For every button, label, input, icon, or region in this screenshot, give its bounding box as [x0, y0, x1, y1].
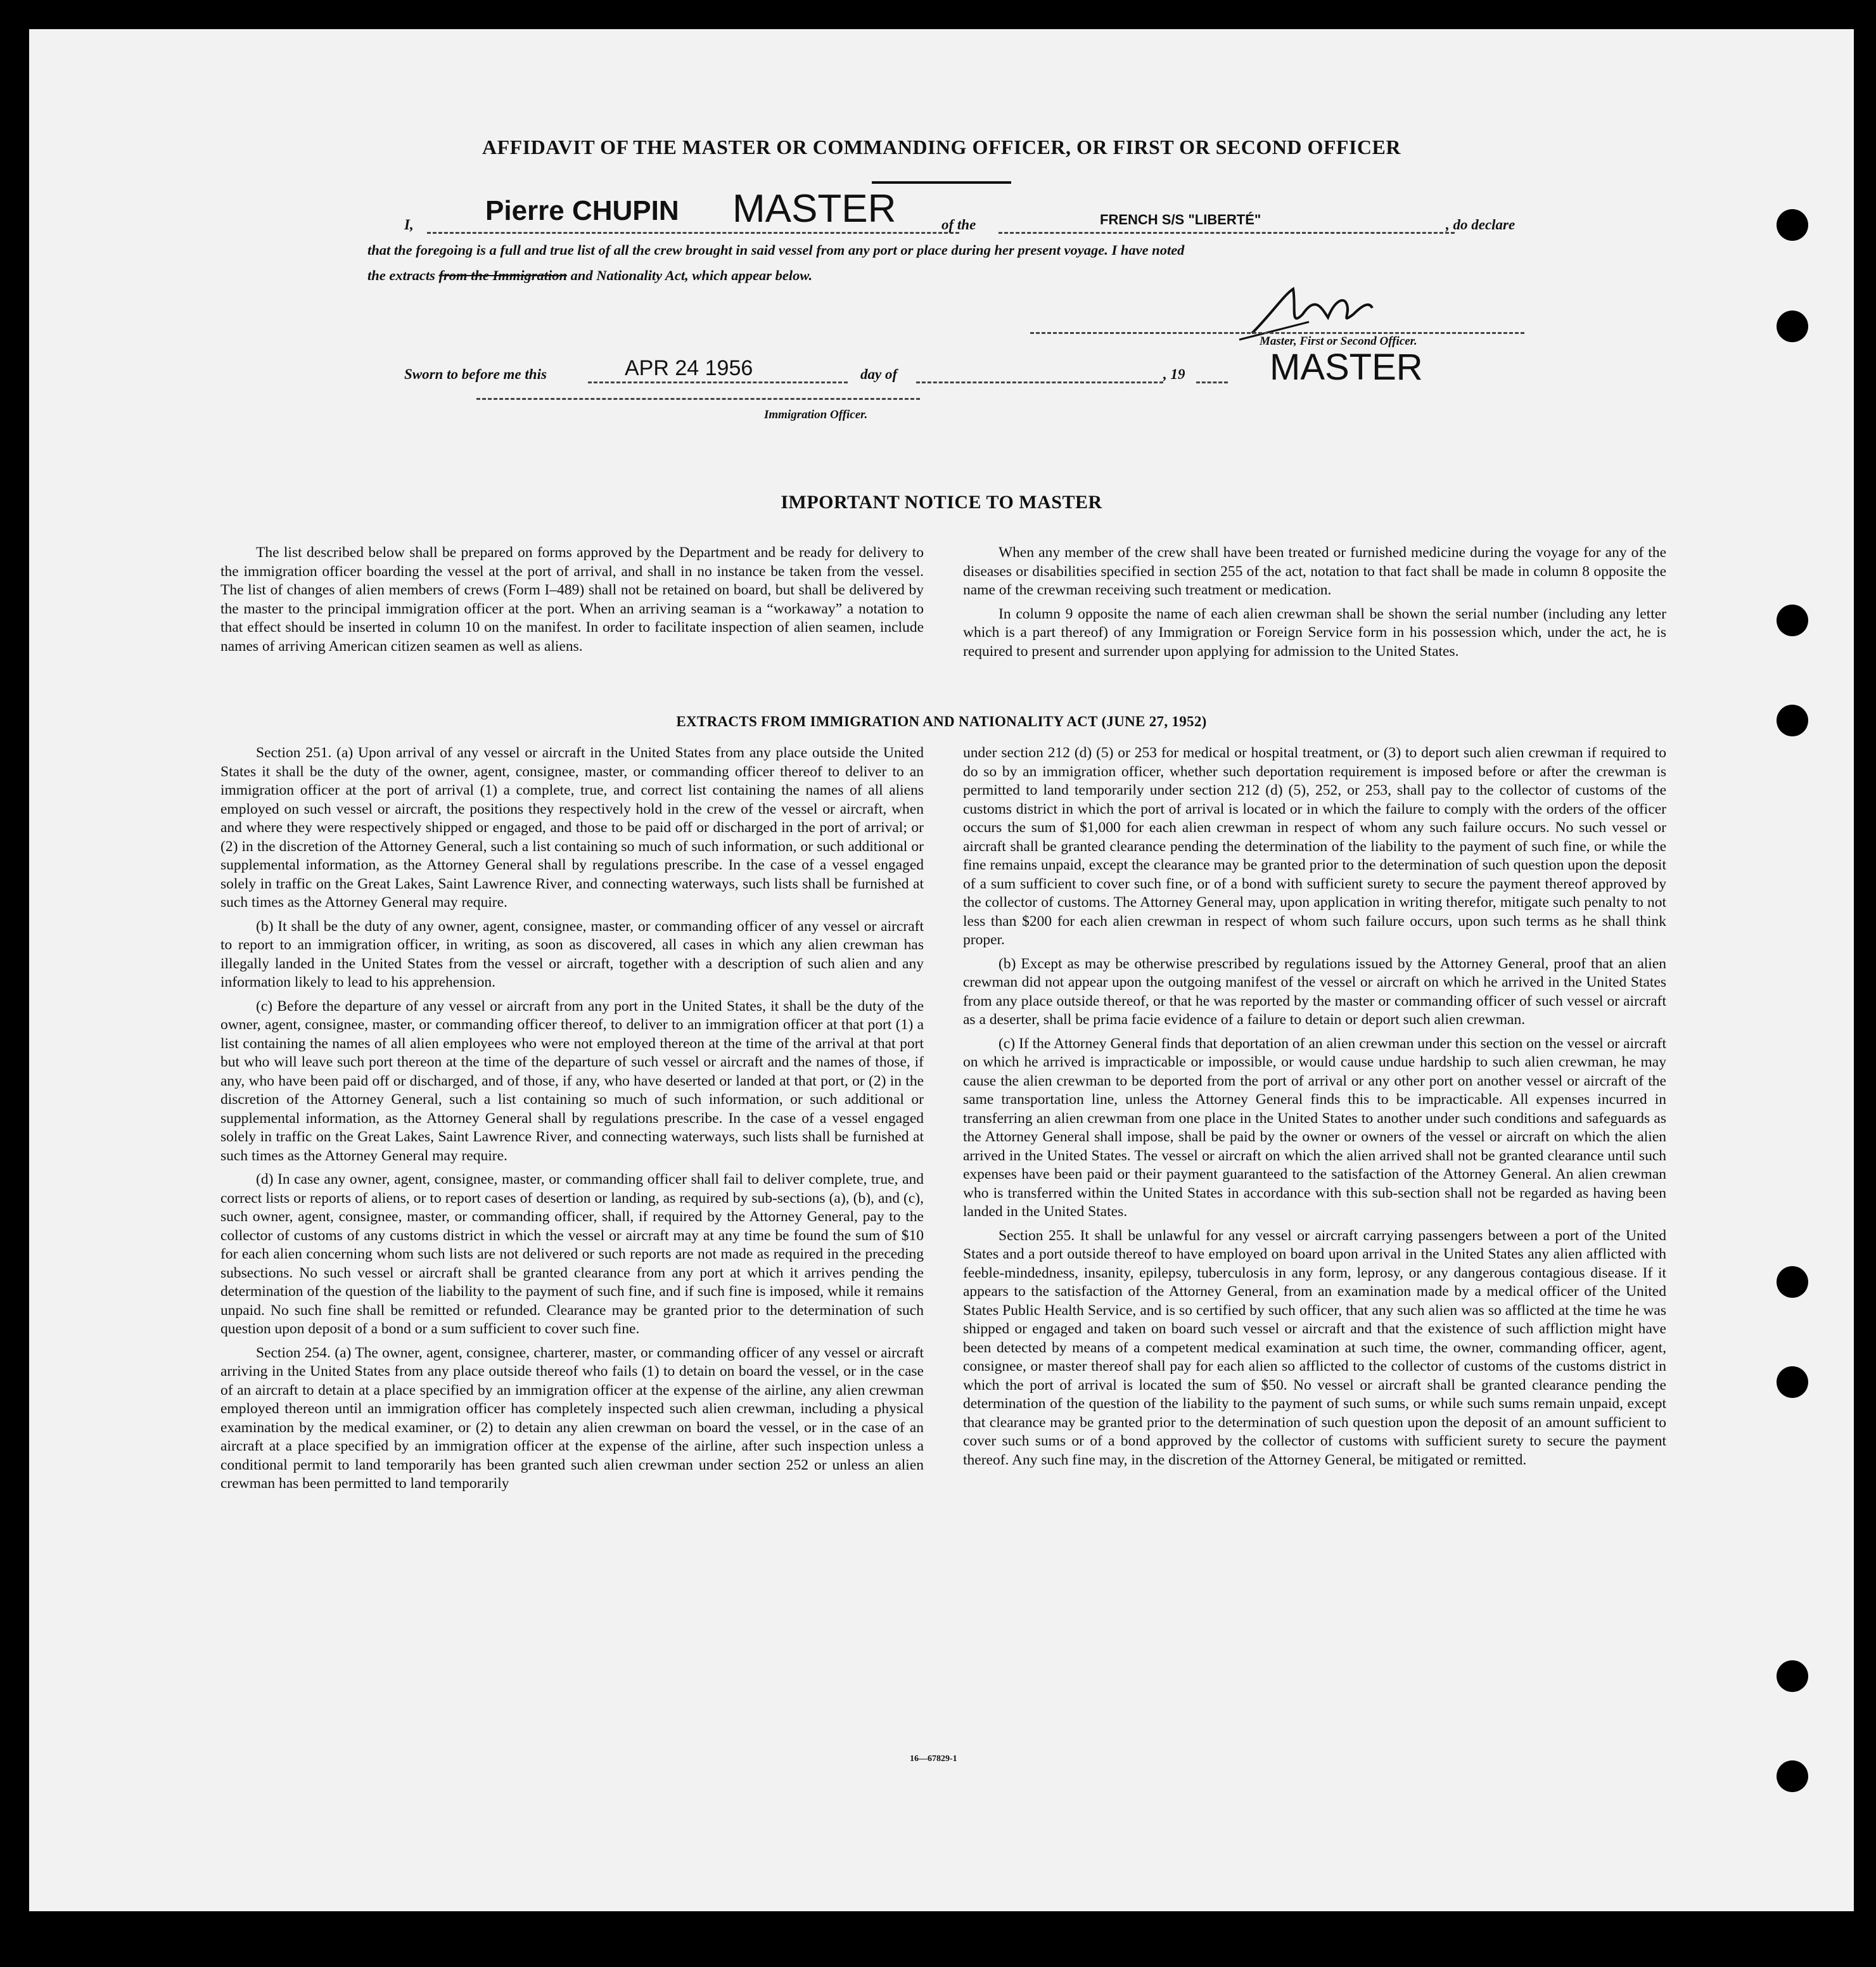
month-line — [916, 368, 1163, 383]
signature-caption: Master, First or Second Officer. — [1260, 335, 1417, 348]
line3-post: and Nationality Act, which appear below. — [570, 267, 813, 283]
prefix-i: I, — [404, 217, 414, 233]
declaration-line-2: that the foregoing is a full and true list of all the crew brought in said vessel from any port or place during her present voyage. I have noted — [367, 242, 1185, 258]
binder-hole — [1777, 1266, 1808, 1298]
sworn-date-stamp: APR 24 1956 — [625, 356, 753, 380]
signature-line — [1030, 332, 1524, 334]
notice-left-paragraph: The list described below shall be prepared on forms approved by the Department and be ready for delivery to the immigration officer boarding the vessel at the port of arrival, and shall in no instance be taken from the vessel. The list of changes of alien members of crews (Form I–489) shall not be retained on board, but shall be delivered by the master to the principal immigration officer at the port. When an arriving seaman is a “workaway” a notation to that effect should be inserted in column 10 on the manifest. In order to facilitate inspection of alien seamen, include names of arriving American citizen seamen as well as aliens. — [220, 544, 924, 655]
document-page — [29, 29, 1854, 1911]
day-of-label: day of — [860, 366, 898, 382]
section-255: Section 255. It shall be unlawful for any vessel or aircraft carrying passengers between a port of the United States and a port outside thereof to have employed on board upon arrival in the United States any alien afflicted with feeble-mindedness, insanity, epilepsy, tuberculosis in any form, leprosy, or any dangerous contagious disease. If it appears to the satisfaction of the Attorney General, from an examination made by a medical officer of the United States Public Health Service, and is so certified by such officer, that any such alien was so afflicted at the time he was shipped or engaged and taken on board such vessel or aircraft and that the existence of such affliction might have been detected by means of a competent medical examination at such time, the owner, commanding officer, agent, consignee, or master thereof shall pay for each alien so afflicted to the collector of customs of the customs district in which the port of arrival is located the sum of $50. No vessel or aircraft shall be granted clearance pending the determination of the question of the liability to the payment of such sums, or while such sums remain unpaid, except that clearance may be granted prior to the determination of such question upon the deposit of an amount sufficient to cover such sums or of a bond approved by the collector of customs with sufficient surety to secure the payment thereof. Any such fine may, in the discretion of the Attorney General, be mitigated or remitted. — [963, 1227, 1666, 1468]
binder-hole — [1777, 1366, 1808, 1398]
form-number: 16—67829-1 — [910, 1754, 957, 1764]
binder-hole — [1777, 1660, 1808, 1692]
of-the-label: of the — [941, 217, 976, 233]
year-prefix: , 19 — [1163, 366, 1185, 382]
signature-stamp: MASTER — [1270, 347, 1423, 388]
binder-hole — [1777, 605, 1808, 636]
notice-right-paragraph-1: When any member of the crew shall have been treated or furnished medicine during the voyage for any of the diseases or disabilities specified in section 255 of the act, notation to that fact shall be made in column 8 opposite the name of the crewman receiving such treatment or medication. — [963, 544, 1666, 598]
declaration-line-3 — [367, 267, 812, 284]
title-rule — [872, 181, 1011, 184]
year-line — [1196, 368, 1228, 383]
extracts-left-column — [220, 744, 924, 1499]
notice-right-paragraph-2: In column 9 opposite the name of each alien crewman shall be shown the serial number (including any letter which is a part thereof) of any Immigration or Foreign Service form in his possession which, under the act, he is required to present and surrender upon applying for admission to the United States. — [963, 605, 1666, 660]
binder-hole — [1777, 311, 1808, 342]
section-251a: Section 251. (a) Upon arrival of any vessel or aircraft in the United States from any place outside the United States it shall be the duty of the owner, agent, consignee, master, or commanding officer thereof to deliver to an immigration officer at the port of arrival (1) a complete, true, and correct list containing the names of all aliens employed on such vessel or aircraft, the positions they respectively hold in the crew of the vessel or aircraft, when and where they were respectively shipped or engaged, and those to be paid off or discharged in the port of arrival; or (2) in the discretion of the Attorney General, such a list containing so much of such information, or such additional or supplemental information, as the Attorney General shall by regulations prescribe. In the case of a vessel engaged solely in traffic on the Great Lakes, Saint Lawrence River, and connecting waterways, such lists shall be furnished at such times as the Attorney General may require. — [220, 745, 924, 911]
line3-pre: the extracts — [367, 267, 435, 283]
immigration-officer-line — [476, 398, 920, 400]
notice-title: IMPORTANT NOTICE TO MASTER — [781, 492, 1102, 513]
sworn-prefix: Sworn to before me this — [404, 366, 547, 382]
binder-hole — [1777, 1760, 1808, 1792]
do-declare-label: , do declare — [1446, 217, 1515, 233]
rank-stamp: MASTER — [732, 187, 897, 231]
notice-right-column — [963, 544, 1666, 666]
section-251c: (c) Before the departure of any vessel or aircraft from any port in the United States, it shall be the duty of the owner, agent, consignee, master, or commanding officer thereof, to deliver to an immigration officer at that port (1) a list containing the names of all alien employees who were not employed thereon at the time of the arrival at that port but who will leave such port thereon at the time of the departure of such vessel or aircraft and the names of those, if any, who have been paid off or discharged, and of those, if any, who have deserted or landed at that port, or (2) in the discretion of the Attorney General, such a list containing so much of such information, or such additional or supplemental information, as the Attorney General shall by regulations prescribe. In the case of a vessel engaged solely in traffic on the Great Lakes, Saint Lawrence River, and connecting waterways, such lists shall be furnished at such times as the Attorney General may require. — [220, 997, 924, 1164]
section-254a-continued: under section 212 (d) (5) or 253 for medical or hospital treatment, or (3) to deport such alien crewman if required to do so by an immigration officer, whether such deportation requirement is imposed before or after the crewman is permitted to land temporarily under section 212 (d) (5), 252, or 253, shall pay to the collector of customs of the customs district in which the port of arrival is located or in which the failure to comply with the orders of the officer occurs the sum of $1,000 for each alien crewman in respect of whom any such failure occurs. No such vessel or aircraft shall be granted clearance pending the determination of the liability to the payment of such fine, or while the fine remains unpaid, except the clearance may be granted prior to the determination of such question upon the deposit of a sum sufficient to cover such fine, or of a bond with sufficient surety to secure the payment thereof approved by the collector of customs. The Attorney General may, upon application in writing therefor, mitigate such penalty to not less than $200 for each alien crewman in respect of whom such failure occurs, upon such terms as he shall think proper. — [963, 745, 1666, 948]
notice-left-column — [220, 544, 924, 661]
section-254c: (c) If the Attorney General finds that deportation of an alien crewman under this section on the vessel or aircraft on which he arrived is impracticable or impossible, or would cause undue hardship to such alien crewman, he may cause the alien crewman to be deported from the port of arrival or any other port on another vessel or aircraft of the same transportation line, unless the Attorney General finds this to be impracticable. All expenses incurred in transferring an alien crewman from one place in the United States to another under such conditions and safeguards as the Attorney General shall impose, shall be paid by the owner or owners of the vessel or aircraft on which the alien arrived in the United States. The vessel or aircraft on which the alien arrived shall not be granted clearance until such expenses have been paid or their payment guaranteed to the satisfaction of the Attorney General. An alien crewman who is transferred within the United States in accordance with this sub-section shall not be regarded as having been landed in the United States. — [963, 1035, 1666, 1220]
crew-master-name: Pierre CHUPIN — [485, 195, 679, 226]
vessel-name: FRENCH S/S "LIBERTÉ" — [1100, 212, 1261, 227]
section-251d: (d) In case any owner, agent, consignee, master, or commanding officer shall fail to deliver complete, true, and correct lists or reports of aliens, or to report cases of desertion or landing, as required by sub-sections (a), (b), and (c), such owner, agent, consignee, master, or commanding officer, shall, if required by the Attorney General, pay to the collector of customs of any customs district in which the vessel or aircraft may at any time be found the sum of $10 for each alien concerning whom such lists are not delivered or such reports are not made as required in the preceding subsections. No such vessel or aircraft shall be granted clearance from any port at which it arrives pending the determination of the question of the liability to the payment of such fine, and if such fine is imposed, while it remains unpaid. No such fine shall be remitted or refunded. Clearance may be granted prior to the determination of such question upon deposit of a bond or a sum sufficient to cover such fine. — [220, 1171, 924, 1337]
binder-hole — [1777, 705, 1808, 736]
section-254a: Section 254. (a) The owner, agent, consignee, charterer, master, or commanding officer of any vessel or aircraft arriving in the United States from any place outside thereof who fails (1) to detain on board the vessel, or in the case of an aircraft to detain at a place specified by an immigration officer at the expense of the airline, any alien crewman employed thereon until an immigration officer has completely inspected such alien crewman, including a physical examination by the medical examiner, or (2) to detain any alien crewman on board the vessel, or in the case of an aircraft at a place specified by an immigration officer at the expense of the airline, after such inspection unless a conditional permit to land temporarily has been granted such alien crewman under section 252 or unless an alien crewman has been permitted to land temporarily — [220, 1344, 924, 1492]
binder-hole — [1777, 209, 1808, 241]
extracts-title: EXTRACTS FROM IMMIGRATION AND NATIONALITY ACT (JUNE 27, 1952) — [676, 714, 1207, 729]
affidavit-title: AFFIDAVIT OF THE MASTER OR COMMANDING OFFICER, OR FIRST OR SECOND OFFICER — [482, 136, 1401, 158]
extracts-right-column — [963, 744, 1666, 1475]
section-251b: (b) It shall be the duty of any owner, agent, consignee, master, or commanding officer of any vessel or aircraft to report to an immigration officer, in writing, as soon as discovered, all cases in which any alien crewman has illegally landed in the United States from the vessel or aircraft, together with a description of such alien and any information likely to lead to his apprehension. — [220, 918, 924, 990]
section-254b: (b) Except as may be otherwise prescribed by regulations issued by the Attorney General, proof that an alien crewman did not appear upon the outgoing manifest of the vessel or aircraft on which he arrived in the United States from any place outside thereof, or that he was reported by the master or commanding officer of such vessel or aircraft as a deserter, shall be prima facie evidence of a failure to detain or deport such alien crewman. — [963, 955, 1666, 1028]
line3-struck: from the Immigration — [438, 267, 568, 283]
immigration-officer-caption: Immigration Officer. — [764, 408, 868, 421]
